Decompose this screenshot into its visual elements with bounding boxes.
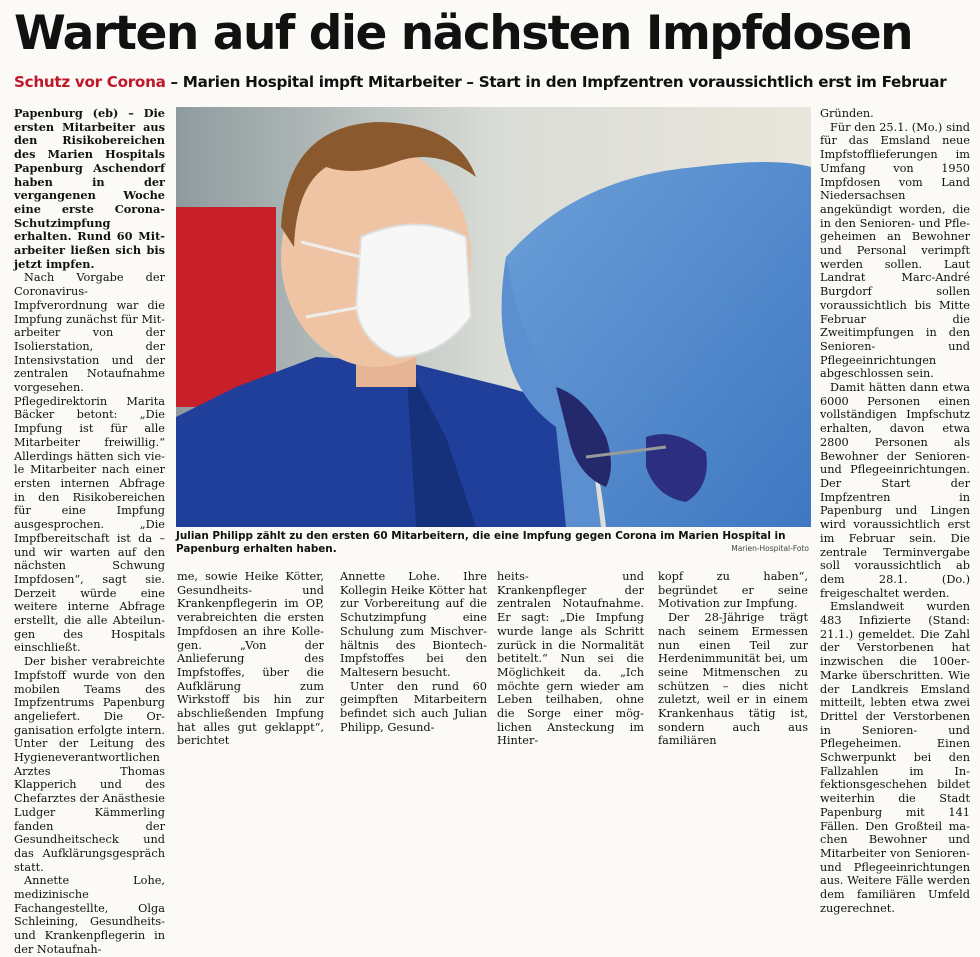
article-paragraph: me, sowie Heike Kötter, Gesundheits- und Krankenpflegerin im OP, verabreichten die ersten Impfdosen an ihre Kollegen. „Von der Anlieferung des Impfstoffes, über die Aufklärung zum Wirkstoff bis hin zur abschließenden Impfung hat alles gut geklappt“, berichtet bbox=[177, 570, 324, 748]
article-paragraph: Gründen. bbox=[820, 107, 874, 120]
article-paragraph: Der 28-Jährige trägt nach seinem Ermessen nun einen Teil zur Herdenimmunität bei, um seine Mitmenschen zu schützen – dies nicht zuletzt, weil er in einem Krankenhaus tätig ist, sondern auch aus familiären bbox=[658, 611, 808, 748]
article-paragraph: Der bisher verabreichte Impfstoff wurde von den mobilen Teams des Impfzentrums Papenburg angeliefert. Die Organisation erfolgte intern. Unter der Leitung des Hygieneverantwortlichen Arztes Thomas Klapperich und des Chefarztes der Anästhesie Ludger Kämmerling fanden der Gesundheitscheck und das Aufklärungsgespräch statt. bbox=[14, 655, 165, 874]
article-column-1 bbox=[14, 106, 165, 956]
article-column-4 bbox=[497, 570, 644, 748]
photo-caption: Julian Philipp zählt zu den ersten 60 Mitarbeitern, die eine Impfung gegen Corona im Marien Hospital in Papenburg erhalten haben. bbox=[176, 530, 786, 555]
photo-illustration bbox=[176, 107, 811, 527]
article-paragraph: Damit hätten dann etwa 6000 Personen einen vollständigen Impfschutz erhalten, davon etwa 2800 Personen als Bewohner der Senioren- und Pflegeeinrichtungen. Der Start der Impfzentren in Papenburg und Lingen wird voraussichtlich erst im Februar sein. Die zentrale Terminvergabe soll voraussichtlich ab dem 28.1. (Do.) freigeschaltet werden. bbox=[820, 381, 970, 600]
headline: Warten auf die nächsten Impfdosen bbox=[14, 6, 913, 61]
photo-credit: Marien-Hospital-Foto bbox=[731, 544, 809, 553]
article-paragraph: Annette Lohe, medizinische Fachangestellte, Olga Schleining, Gesundheits- und Krankenpflegerin in der Notaufnah- bbox=[14, 874, 165, 956]
subheadline-kicker: Schutz vor Corona bbox=[14, 73, 166, 91]
article-column-5 bbox=[658, 570, 808, 748]
article-paragraph: Unter den rund 60 geimpften Mitarbeitern befindet sich auch Julian Philipp, Gesund- bbox=[340, 679, 487, 734]
article-paragraph: Für den 25.1. (Mo.) sind für das Emsland neue Impfstofflieferungen im Umfang von 1950 Impfdosen vom Land Niedersachsen angekündigt worden, die in den Senioren- und Pflegeheimen an Bewohner und Personal verimpft werden sollen. Laut Landrat Marc-André Burgdorf sollen voraussichtlich bis Mitte Februar die Zweitimpfungen in den Senioren- und Pflegeeinrichtungen abgeschlossen sein. bbox=[820, 120, 970, 381]
article-paragraph: kopf zu haben“, begründet er seine Motivation zur Impfung. bbox=[658, 570, 808, 611]
subheadline bbox=[14, 73, 946, 91]
article-column-2 bbox=[177, 570, 324, 748]
article-paragraph: Annette Lohe. Ihre Kollegin Heike Kötter hat zur Vorbereitung auf die Schutzimpfung eine Schulung zum Mischverhältnis des Biontech-Impfstoffes bei den Maltesern besucht. bbox=[340, 570, 487, 679]
vaccination-photo bbox=[176, 107, 811, 527]
article-paragraph: Emslandweit wurden 483 Infizierte (Stand: 21.1.) gemeldet. Die Zahl der Verstorbenen hat inzwischen die 100er-Marke überschritten. Wie der Landkreis Emsland mitteilt, lebten etwa zwei Drittel der Verstorbenen in Senioren- und Pflegeheimen. Einen Schwerpunkt bei den Fallzahlen im Infektionsgeschehen bildet weiterhin die Stadt Papenburg mit 141 Fällen. Den Großteil machen Bewohner und Mitarbeiter von Senioren- und Pflegeeinrichtungen aus. Weitere Fälle werden dem familiären Umfeld zugerechnet. bbox=[820, 600, 970, 915]
article-paragraph: Nach Vorgabe der Coronavirus-Impfverordnung war die Impfung zunächst für Mitarbeiter von der Isolierstation, der Intensivstation und der zentralen Notaufnahme vorgesehen. Pflegedirektorin Marita Bäcker betont: „Die Impfung ist für alle Mitarbeiter freiwillig.“ Allerdings hätten sich viele Mitarbeiter nach einer ersten internen Abfrage in den Risikobereichen für eine Impfung ausgesprochen. „Die Impfbereitschaft ist da – und wir warten auf den nächsten Schwung Impfdosen“, sagt sie. Derzeit würde eine weitere interne Abfrage erstellt, die alle Abteilungen des Hospitals einschließt. bbox=[14, 271, 165, 655]
article-column-6 bbox=[820, 107, 970, 915]
article-column-3 bbox=[340, 570, 487, 734]
lead-paragraph: Papenburg (eb) – Die ersten Mitarbeiter aus den Risikobereichen des Marien Hospitals Papenburg Aschendorf haben in der vergangenen Woche eine erste Corona-Schutzimpfung erhalten. Rund 60 Mitarbeiter ließen sich bis jetzt impfen. bbox=[14, 106, 165, 271]
article-paragraph: heits- und Krankenpfleger der zentralen Notaufnahme. Er sagt: „Die Impfung wurde lange als Schritt zurück in die Normalität betitelt.“ Nun sei die Möglichkeit da. „Ich möchte gern wieder am Leben teilhaben, ohne die Sorge einer möglichen Ansteckung im Hinter- bbox=[497, 570, 644, 748]
subheadline-text: – Marien Hospital impft Mitarbeiter – Start in den Impfzentren voraussichtlich erst im Februar bbox=[165, 73, 947, 91]
